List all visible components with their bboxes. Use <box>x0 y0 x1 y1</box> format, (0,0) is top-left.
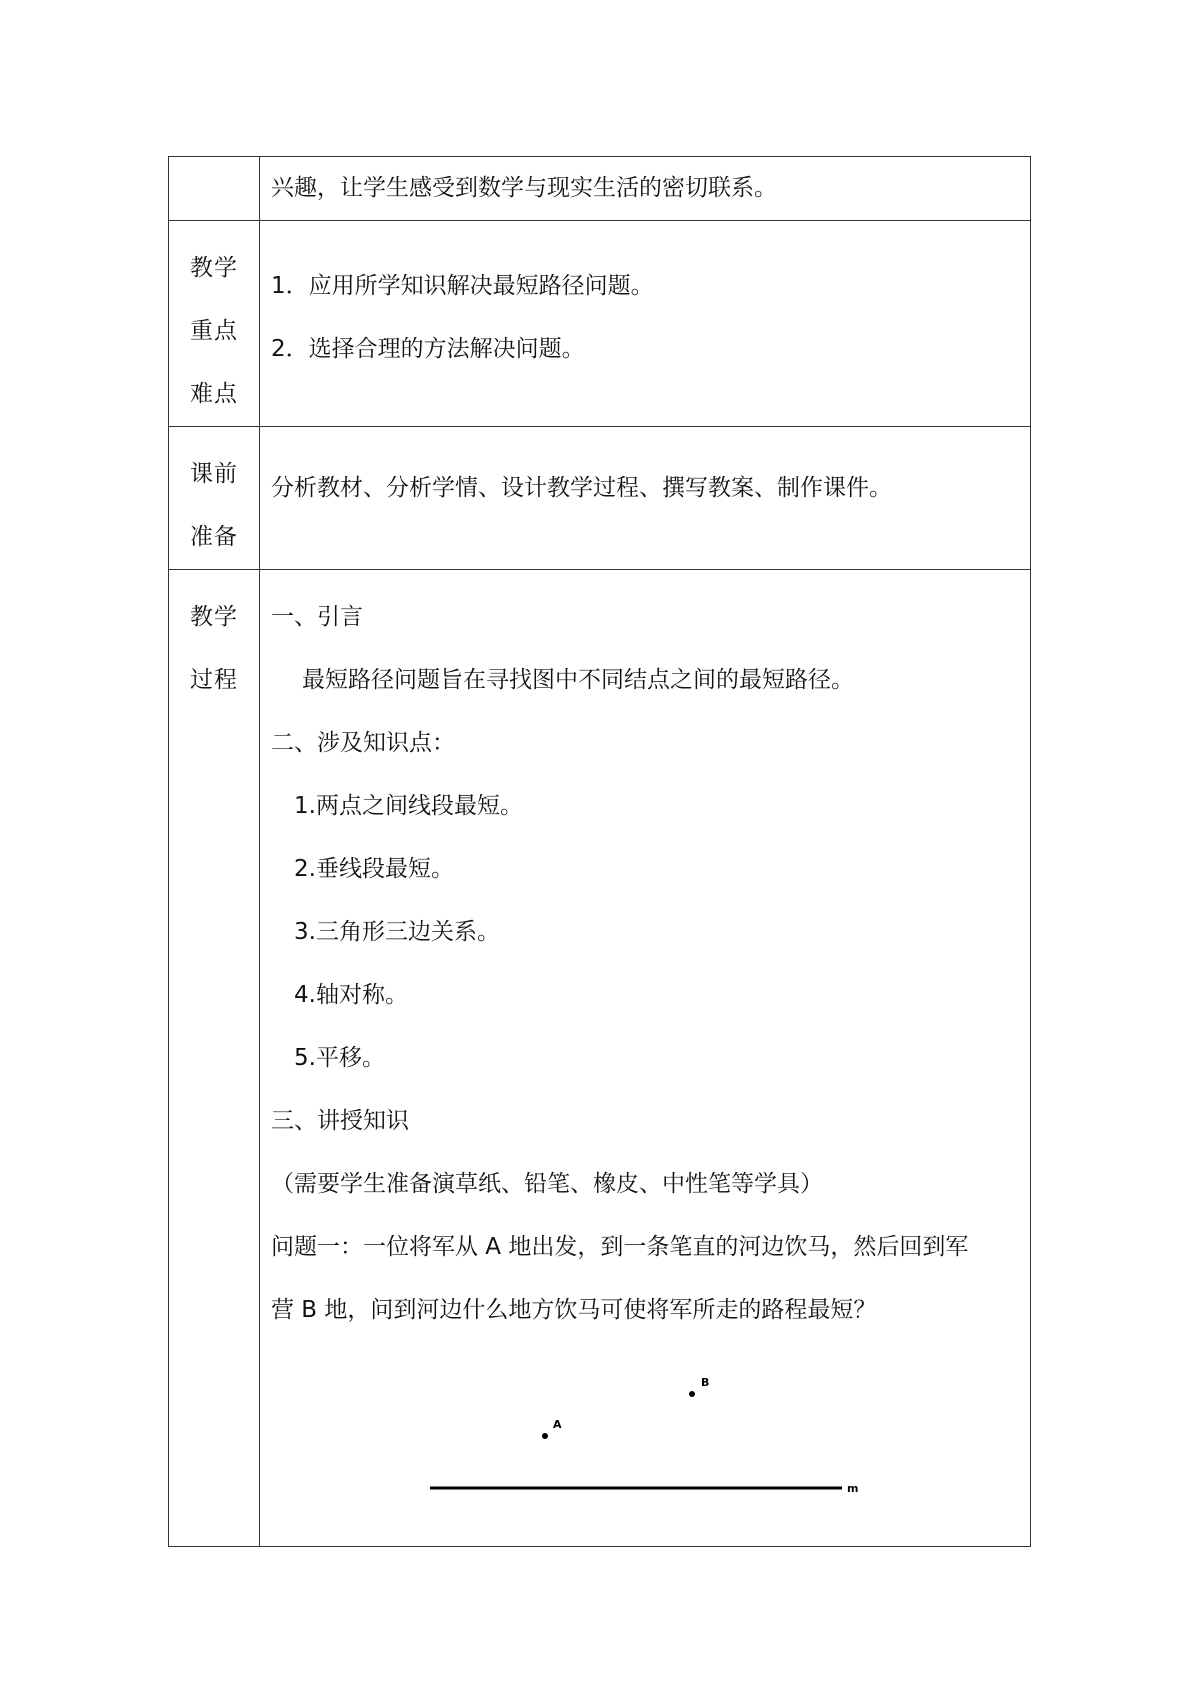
goal-continuation-text: 兴趣，让学生感受到数学与现实生活的密切联系。 <box>271 175 777 201</box>
row-label-cell <box>169 570 260 1547</box>
section-heading: 一、引言 <box>271 604 363 630</box>
problem-text: 营 B 地，问到河边什么地方饮马可使将军所走的路程最短？ <box>271 1297 877 1323</box>
section-heading: 二、涉及知识点： <box>271 730 455 756</box>
row-label-cell <box>169 221 260 427</box>
point-a <box>542 1433 548 1439</box>
knowledge-point: 4.轴对称。 <box>294 982 408 1008</box>
table-row <box>169 427 1031 570</box>
key-point-item: 1．应用所学知识解决最短路径问题。 <box>271 273 654 299</box>
knowledge-point: 2.垂线段最短。 <box>294 856 454 882</box>
intro-text: 最短路径问题旨在寻找图中不同结点之间的最短路径。 <box>302 667 854 693</box>
section-heading: 三、讲授知识 <box>271 1108 409 1134</box>
point-b-label: B <box>701 1376 710 1389</box>
knowledge-point: 5.平移。 <box>294 1045 385 1071</box>
label-line: 难点 <box>190 381 238 407</box>
label-line: 准备 <box>190 524 238 550</box>
row-content-cell <box>260 157 1031 221</box>
table-row <box>169 157 1031 221</box>
label-line: 重点 <box>190 318 238 344</box>
knowledge-point: 3.三角形三边关系。 <box>294 919 500 945</box>
row-label-cell <box>169 157 260 221</box>
preparation-text: 分析教材、分析学情、设计教学过程、撰写教案、制作课件。 <box>271 475 892 501</box>
lesson-plan-table <box>168 156 1031 1547</box>
row-content-cell <box>260 570 1031 1547</box>
materials-note: （需要学生准备演草纸、铅笔、橡皮、中性笔等学具） <box>271 1171 823 1197</box>
table-row <box>169 570 1031 1547</box>
label-line: 教学 <box>190 604 238 630</box>
label-line: 过程 <box>190 667 238 693</box>
row-content-cell <box>260 221 1031 427</box>
point-a-label: A <box>553 1418 562 1431</box>
row-label-cell <box>169 427 260 570</box>
geometry-figure <box>260 1346 1030 1546</box>
row-content-cell <box>260 427 1031 570</box>
table-row <box>169 221 1031 427</box>
label-line: 课前 <box>190 461 238 487</box>
label-line: 教学 <box>190 255 238 281</box>
knowledge-point: 1.两点之间线段最短。 <box>294 793 523 819</box>
point-b <box>689 1391 695 1397</box>
key-point-item: 2．选择合理的方法解决问题。 <box>271 336 585 362</box>
river-line-label: m <box>847 1482 859 1495</box>
problem-text: 问题一：一位将军从 A 地出发，到一条笔直的河边饮马，然后回到军 <box>271 1234 969 1260</box>
